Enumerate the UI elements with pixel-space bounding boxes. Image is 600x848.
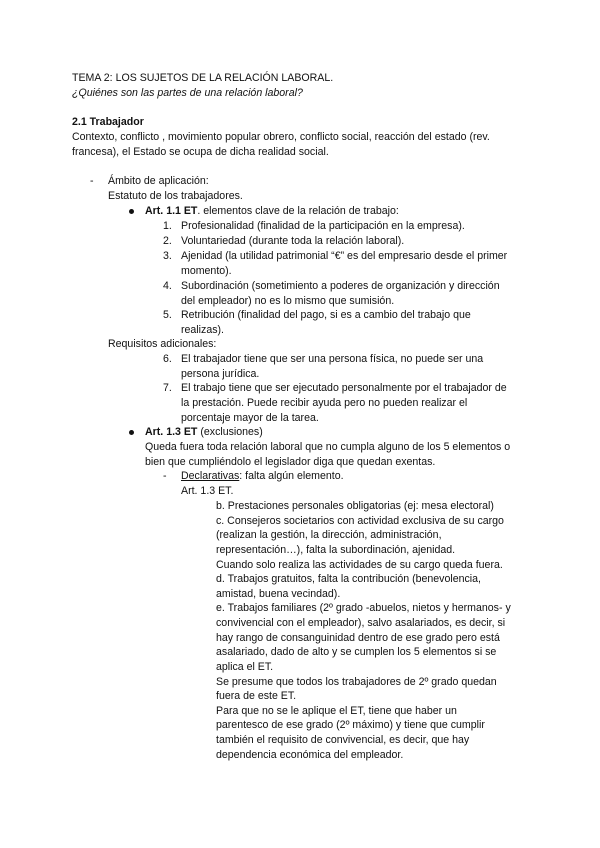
item-7-num: 7. <box>163 382 172 394</box>
exclusion-line: hay rango de consanguinidad dentro de ese grado pero está <box>216 632 500 644</box>
exclusion-line: d. Trabajos gratuitos, falta la contribución (benevolencia, <box>216 573 481 585</box>
intro-line-1: Contexto, conflicto , movimiento popular obrero, conflicto social, reacción del estado (rev. <box>72 131 490 143</box>
item-2-text: Voluntariedad (durante toda la relación laboral). <box>181 235 405 247</box>
item-7-text-3: porcentaje mayor de la tarea. <box>181 412 319 424</box>
exclusion-line: amistad, buena vecindad). <box>216 588 341 600</box>
exclusion-line: Se presume que todos los trabajadores de 2º grado quedan <box>216 676 497 688</box>
art-13-line <box>145 425 263 439</box>
declarativas-line <box>181 469 344 483</box>
exclusion-line: convivencial con el empleador), salvo asalariados, es decir, si <box>216 617 506 629</box>
item-3-num: 3. <box>163 250 172 262</box>
requisitos-label: Requisitos adicionales: <box>108 338 217 350</box>
exclusion-line: aplica el ET. <box>216 661 274 673</box>
item-4-text-2: del empleador) no es lo mismo que sumisión. <box>181 295 395 307</box>
intro-line-2: francesa), el Estado se ocupa de dicha realidad social. <box>72 146 329 158</box>
item-1-num: 1. <box>163 220 172 232</box>
item-3-text-1: Ajenidad (la utilidad patrimonial “€” es del empresario desde el primer <box>181 250 508 262</box>
exclusion-line: fuera de este ET. <box>216 690 297 702</box>
art-13-ref: Art. 1.3 ET. <box>181 485 234 497</box>
item-5-text-2: realizas). <box>181 324 224 336</box>
art-13-rest: (exclusiones) <box>197 426 263 438</box>
item-6-text-1: El trabajador tiene que ser una persona física, no puede ser una <box>181 353 484 365</box>
art-13-desc-1: Queda fuera toda relación laboral que no cumpla alguno de los 5 elementos o <box>145 441 511 453</box>
section-heading: 2.1 Trabajador <box>72 116 144 128</box>
art-13-desc-2: bien que cumpliéndolo el legislador diga que quedan exentas. <box>145 456 436 468</box>
art-11-line <box>145 204 399 218</box>
item-7-text-1: El trabajo tiene que ser ejecutado personalmente por el trabajador de <box>181 382 507 394</box>
ambito-label: Ámbito de aplicación: <box>108 175 209 187</box>
item-5-text-1: Retribución (finalidad del pago, si es a cambio del trabajo que <box>181 309 471 321</box>
item-2-num: 2. <box>163 235 172 247</box>
exclusion-line: dependencia económica del empleador. <box>216 749 404 761</box>
exclusion-line: Para que no se le aplique el ET, tiene que haber un <box>216 705 457 717</box>
declarativas-dash: - <box>163 470 167 482</box>
bullet-art-13 <box>129 430 134 435</box>
exclusion-line: también el requisito de convivencial, es decir, que hay <box>216 734 470 746</box>
exclusion-line: b. Prestaciones personales obligatorias (ej: mesa electoral) <box>216 500 494 512</box>
item-4-num: 4. <box>163 280 172 292</box>
art-13-bold: Art. 1.3 ET <box>145 426 198 438</box>
exclusion-line: asalariado, dado de alto y se cumplen los 5 elementos si se <box>216 646 497 658</box>
item-7-text-2: la prestación. Puede recibir ayuda pero no pueden realizar el <box>181 397 468 409</box>
document-subtitle: ¿Quiénes son las partes de una relación laboral? <box>72 87 303 99</box>
item-3-text-2: momento). <box>181 265 232 277</box>
art-11-rest: . elementos clave de la relación de trabajo: <box>197 205 399 217</box>
declarativas-rest: : falta algún elemento. <box>239 470 344 482</box>
exclusion-line: representación…), falta la subordinación, ajenidad. <box>216 544 456 556</box>
item-1-text: Profesionalidad (finalidad de la participación en la empresa). <box>181 220 465 232</box>
art-11-bold: Art. 1.1 ET <box>145 205 198 217</box>
exclusion-line: c. Consejeros societarios con actividad exclusiva de su cargo <box>216 515 504 527</box>
exclusion-line: (realizan la gestión, la dirección, administración, <box>216 529 442 541</box>
declarativas-label: Declarativas <box>181 470 240 482</box>
exclusion-line: parentesco de ese grado (2º máximo) y tiene que cumplir <box>216 719 485 731</box>
exclusion-line: e. Trabajos familiares (2º grado -abuelos, nietos y hermanos- y <box>216 602 511 614</box>
item-5-num: 5. <box>163 309 172 321</box>
bullet-art-11 <box>129 209 134 214</box>
document-title: TEMA 2: LOS SUJETOS DE LA RELACIÓN LABORAL. <box>72 72 334 84</box>
item-4-text-1: Subordinación (sometimiento a poderes de organización y dirección <box>181 280 500 292</box>
item-6-num: 6. <box>163 353 172 365</box>
ambito-dash: - <box>90 175 94 187</box>
statute-label: Estatuto de los trabajadores. <box>108 190 243 202</box>
item-6-text-2: persona jurídica. <box>181 368 260 380</box>
exclusion-line: Cuando solo realiza las actividades de su cargo queda fuera. <box>216 559 503 571</box>
